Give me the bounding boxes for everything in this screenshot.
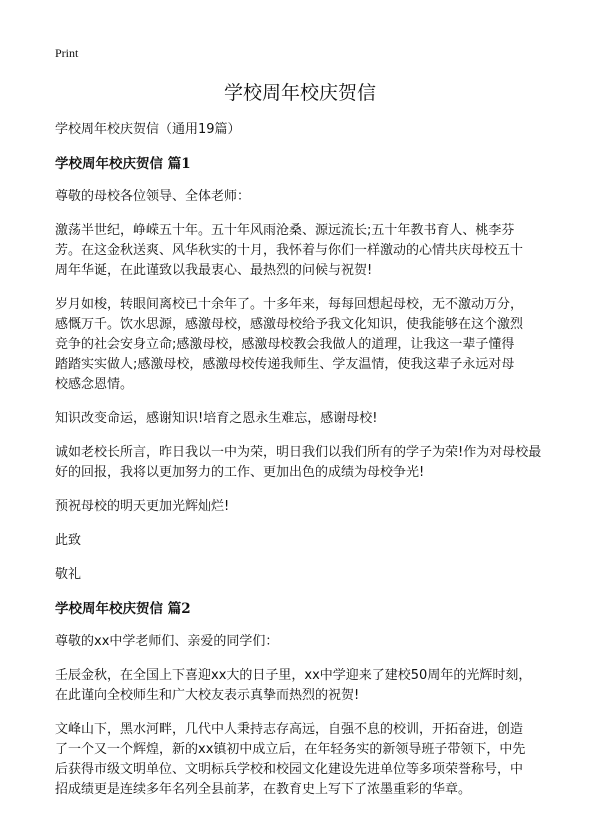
paragraph <box>55 720 550 800</box>
text-line: 文峰山下，黑水河畔，几代中人秉持志存高远，自强不息的校训，开拓奋进，创造 <box>55 722 524 737</box>
document-subtitle: 学校周年校庆贺信（通用19篇） <box>55 122 241 137</box>
paragraph <box>55 666 550 706</box>
paragraph <box>55 443 550 483</box>
text-line: 后获得市级文明单位、文明标兵学校和校园文化建设先进单位等多项荣誉称号，中 <box>55 762 524 777</box>
text-line: 壬辰金秋，在全国上下喜迎xx大的日子里，xx中学迎来了建校50周年的光辉时刻， <box>55 668 532 683</box>
page-title: 学校周年校庆贺信 <box>223 82 376 104</box>
paragraph <box>55 295 550 395</box>
document-body <box>55 120 550 814</box>
text-line: 预祝母校的明天更加光辉灿烂! <box>55 499 230 514</box>
text-line: 踏踏实实做人;感激母校，感激母校传递我师生、学友温情，使我这辈子永远对母 <box>55 357 515 372</box>
text-line: 诚如老校长所言，昨日我以一中为荣，明日我们以我们所有的学子为荣!作为对母校最 <box>55 445 542 460</box>
paragraph <box>55 409 550 429</box>
paragraph <box>55 565 550 585</box>
text-line: 激荡半世纪，峥嵘五十年。五十年风雨沧桑、源远流长;五十年教书育人、桃李芬 <box>55 223 515 238</box>
paragraph <box>55 497 550 517</box>
text-line: 好的回报，我将以更加努力的工作、更加出色的成绩为母校争光! <box>55 465 425 480</box>
text-line: 在此谨向全校师生和广大校友表示真挚而热烈的祝贺! <box>55 688 360 703</box>
section-heading: 学校周年校庆贺信 篇1 <box>55 156 191 172</box>
text-line: 招成绩更是连续多年名列全县前茅，在教育史上写下了浓墨重彩的华章。 <box>55 782 472 797</box>
text-line: 岁月如梭，转眼间离校已十余年了。十多年来，每每回想起母校，无不激动万分， <box>55 297 524 312</box>
text-line: 了一个又一个辉煌，新的xx镇初中成立后，在年轻务实的新领导班子带领下，中先 <box>55 742 526 757</box>
text-line: 校感念恩情。 <box>55 377 134 392</box>
text-line: 知识改变命运，感谢知识!培育之恩永生难忘，感谢母校! <box>55 411 378 426</box>
text-line: 感慨万千。饮水思源，感激母校，感激母校给予我文化知识，使我能够在这个激烈 <box>55 317 524 332</box>
section-2 <box>55 599 550 800</box>
text-line: 竞争的社会安身立命;感激母校，感激母校教会我做人的道理，让我这一辈子懂得 <box>55 337 515 352</box>
section-heading: 学校周年校庆贺信 篇2 <box>55 601 191 617</box>
salutation: 尊敬的xx中学老师们、亲爱的同学们： <box>55 634 279 649</box>
salutation: 尊敬的母校各位领导、全体老师： <box>55 189 251 204</box>
print-label[interactable]: Print <box>55 46 79 60</box>
paragraph <box>55 221 550 281</box>
paragraph <box>55 531 550 551</box>
section-1 <box>55 154 550 585</box>
text-line: 敬礼 <box>55 567 82 582</box>
text-line: 此致 <box>55 533 82 548</box>
text-line: 周年华诞，在此谨致以我最衷心、最热烈的问候与祝贺! <box>55 263 373 278</box>
text-line: 芳。在这金秋送爽、风华秋实的十月，我怀着与你们一样激动的心情共庆母校五十 <box>55 243 524 258</box>
